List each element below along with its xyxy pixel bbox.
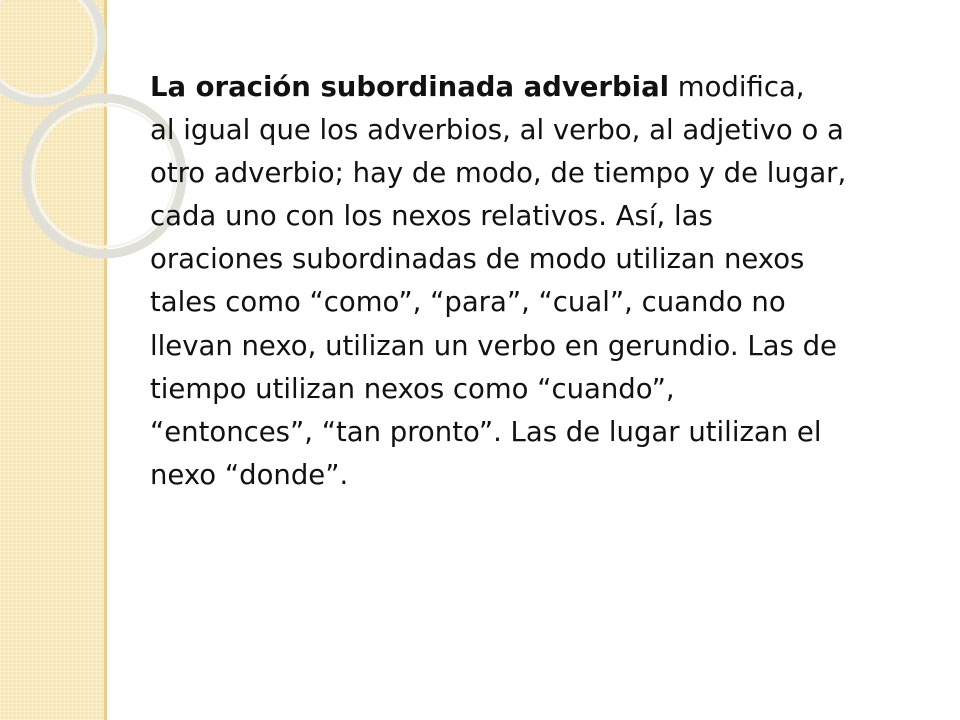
decorative-ring-large — [0, 0, 102, 102]
paragraph-line-3: otro adverbio; hay de modo, de tiempo y de lugar, — [150, 157, 847, 190]
paragraph-line-9: “entonces”, “tan pronto”. Las de lugar utilizan el — [150, 415, 822, 448]
paragraph-line-5: oraciones subordinadas de modo utilizan nexos — [150, 243, 805, 276]
paragraph-line-8: tiempo utilizan nexos como “cuando”, — [150, 372, 675, 405]
paragraph-line-6: tales como “como”, “para”, “cual”, cuando no — [150, 286, 786, 319]
paragraph-line-2: al igual que los adverbios, al verbo, al adjetivo o a — [150, 114, 844, 147]
paragraph-line-10: nexo “donde”. — [150, 458, 349, 491]
paragraph-first-line-rest: modifica, — [669, 71, 805, 103]
paragraph-lead-bold: La oración subordinada adverbial — [150, 71, 670, 103]
paragraph-line-4: cada uno con los nexos relativos. Así, las — [150, 200, 713, 233]
paragraph-line-7: llevan nexo, utilizan un verbo en gerundio. Las de — [150, 329, 837, 362]
paragraph-text — [150, 66, 910, 497]
paragraph-line-1 — [150, 66, 910, 109]
